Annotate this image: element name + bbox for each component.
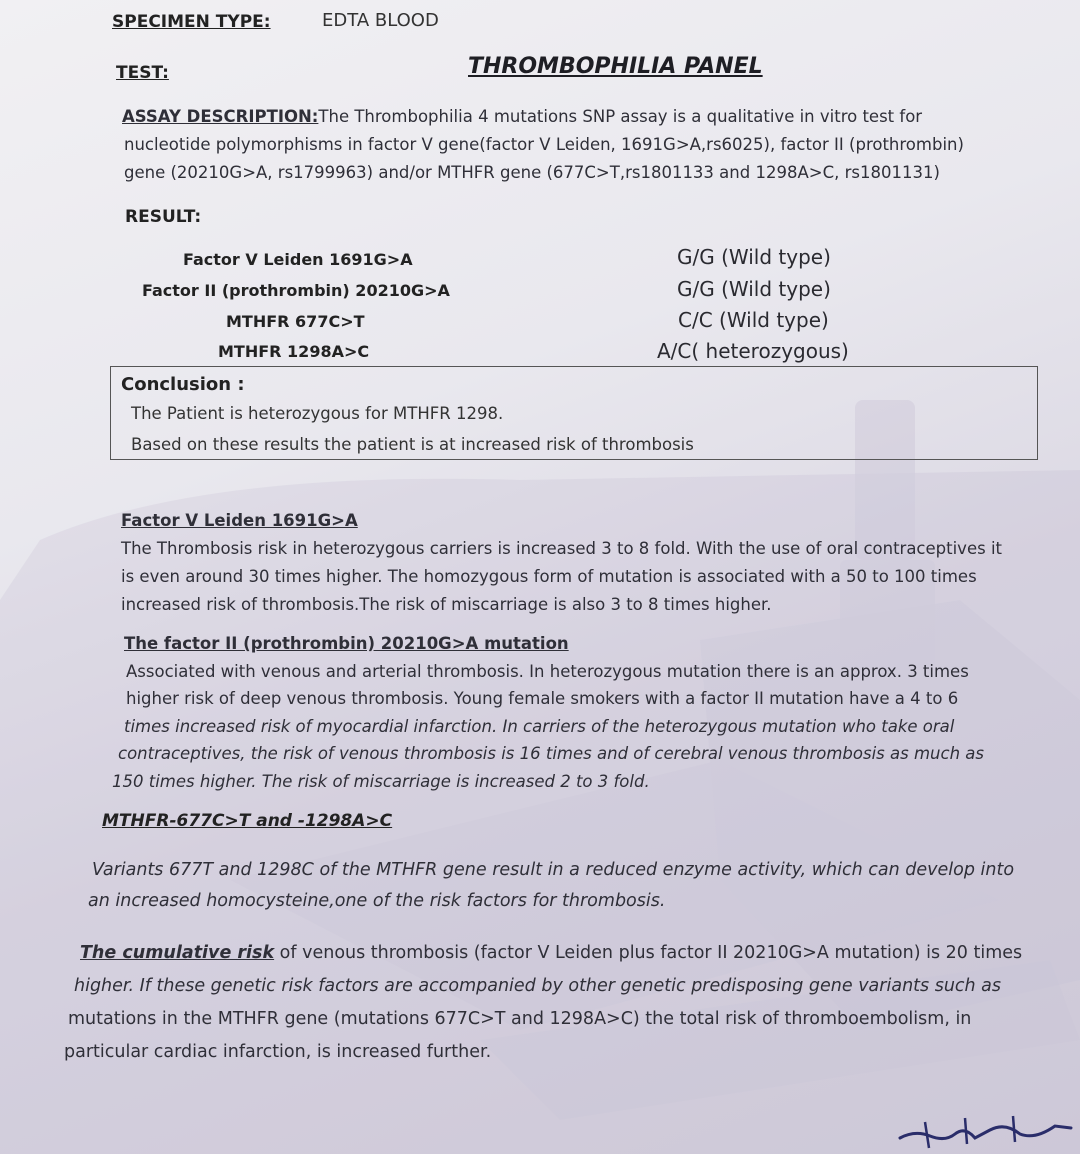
- result-row-value: A/C( heterozygous): [657, 339, 849, 363]
- assay-description-label: ASSAY DESCRIPTION:: [122, 107, 319, 126]
- cumulative-heading: The cumulative risk: [80, 943, 275, 963]
- assay-line-2: nucleotide polymorphisms in factor V gene(factor V Leiden, 1691G>A,rs6025), factor II (prothrombin): [124, 135, 964, 154]
- assay-line-1: The Thrombophilia 4 mutations SNP assay is a qualitative in vitro test for: [318, 107, 923, 126]
- factor-ii-line: Associated with venous and arterial thrombosis. In heterozygous mutation there is an approx. 3 times: [126, 661, 969, 681]
- factor-ii-heading: The factor II (prothrombin) 20210G>A mutation: [124, 634, 569, 653]
- signature: [895, 1108, 1075, 1152]
- factor-ii-section: [112, 630, 984, 795]
- factor-ii-line: higher risk of deep venous thrombosis. Young female smokers with a factor II mutation have a 4 to 6: [126, 689, 959, 708]
- assay-line-3: gene (20210G>A, rs1799963) and/or MTHFR gene (677C>T,rs1801133 and 1298A>C, rs1801131): [124, 163, 940, 182]
- cumulative-section: [64, 937, 1022, 1069]
- assay-description: [122, 103, 964, 187]
- factor-ii-line: 150 times higher. The risk of miscarriage is increased 2 to 3 fold.: [112, 771, 650, 791]
- test-label: TEST:: [116, 63, 169, 83]
- result-row-test: MTHFR 677C>T: [226, 312, 365, 331]
- conclusion-title: Conclusion :: [121, 374, 245, 395]
- factor-v-line: increased risk of thrombosis.The risk of miscarriage is also 3 to 8 times higher.: [121, 595, 772, 614]
- result-row-test: MTHFR 1298A>C: [218, 342, 370, 361]
- cumulative-line: mutations in the MTHFR gene (mutations 677C>T and 1298A>C) the total risk of thromboembolism, in: [68, 1009, 972, 1029]
- cumulative-line-1: of venous thrombosis (factor V Leiden plus factor II 20210G>A mutation) is 20 times: [274, 943, 1023, 963]
- result-row-value: G/G (Wild type): [677, 277, 831, 301]
- cumulative-line: particular cardiac infarction, is increased further.: [64, 1042, 492, 1062]
- mthfr-line: an increased homocysteine,one of the risk factors for thrombosis.: [88, 891, 666, 911]
- factor-v-line: is even around 30 times higher. The homozygous form of mutation is associated with a 50 to 100 times: [121, 567, 977, 586]
- factor-v-line: The Thrombosis risk in heterozygous carriers is increased 3 to 8 fold. With the use of oral contraceptives it: [121, 539, 1002, 558]
- conclusion-line-2: Based on these results the patient is at increased risk of thrombosis: [131, 435, 694, 454]
- result-row-test: Factor V Leiden 1691G>A: [183, 250, 413, 269]
- factor-ii-line: times increased risk of myocardial infarction. In carriers of the heterozygous mutation who take oral: [124, 716, 955, 736]
- mthfr-heading: MTHFR-677C>T and -1298A>C: [102, 811, 393, 831]
- factor-v-heading: Factor V Leiden 1691G>A: [121, 511, 358, 530]
- mthfr-section: [88, 855, 1014, 917]
- factor-v-section: [121, 507, 1002, 619]
- test-title: THROMBOPHILIA PANEL: [468, 54, 763, 79]
- result-row-value: G/G (Wild type): [677, 245, 831, 269]
- specimen-type-value: EDTA BLOOD: [322, 10, 439, 31]
- result-row-value: C/C (Wild type): [678, 308, 829, 332]
- cumulative-line: higher. If these genetic risk factors are accompanied by other genetic predisposing gene variants such as: [74, 976, 1002, 996]
- result-label: RESULT:: [125, 207, 202, 227]
- conclusion-box: [110, 366, 1038, 460]
- result-row-test: Factor II (prothrombin) 20210G>A: [142, 281, 450, 300]
- specimen-type-label: SPECIMEN TYPE:: [112, 12, 271, 32]
- factor-ii-line: contraceptives, the risk of venous thrombosis is 16 times and of cerebral venous thrombosis as much as: [118, 744, 984, 763]
- mthfr-line: Variants 677T and 1298C of the MTHFR gene result in a reduced enzyme activity, which can develop into: [92, 860, 1015, 880]
- conclusion-line-1: The Patient is heterozygous for MTHFR 1298.: [131, 404, 504, 423]
